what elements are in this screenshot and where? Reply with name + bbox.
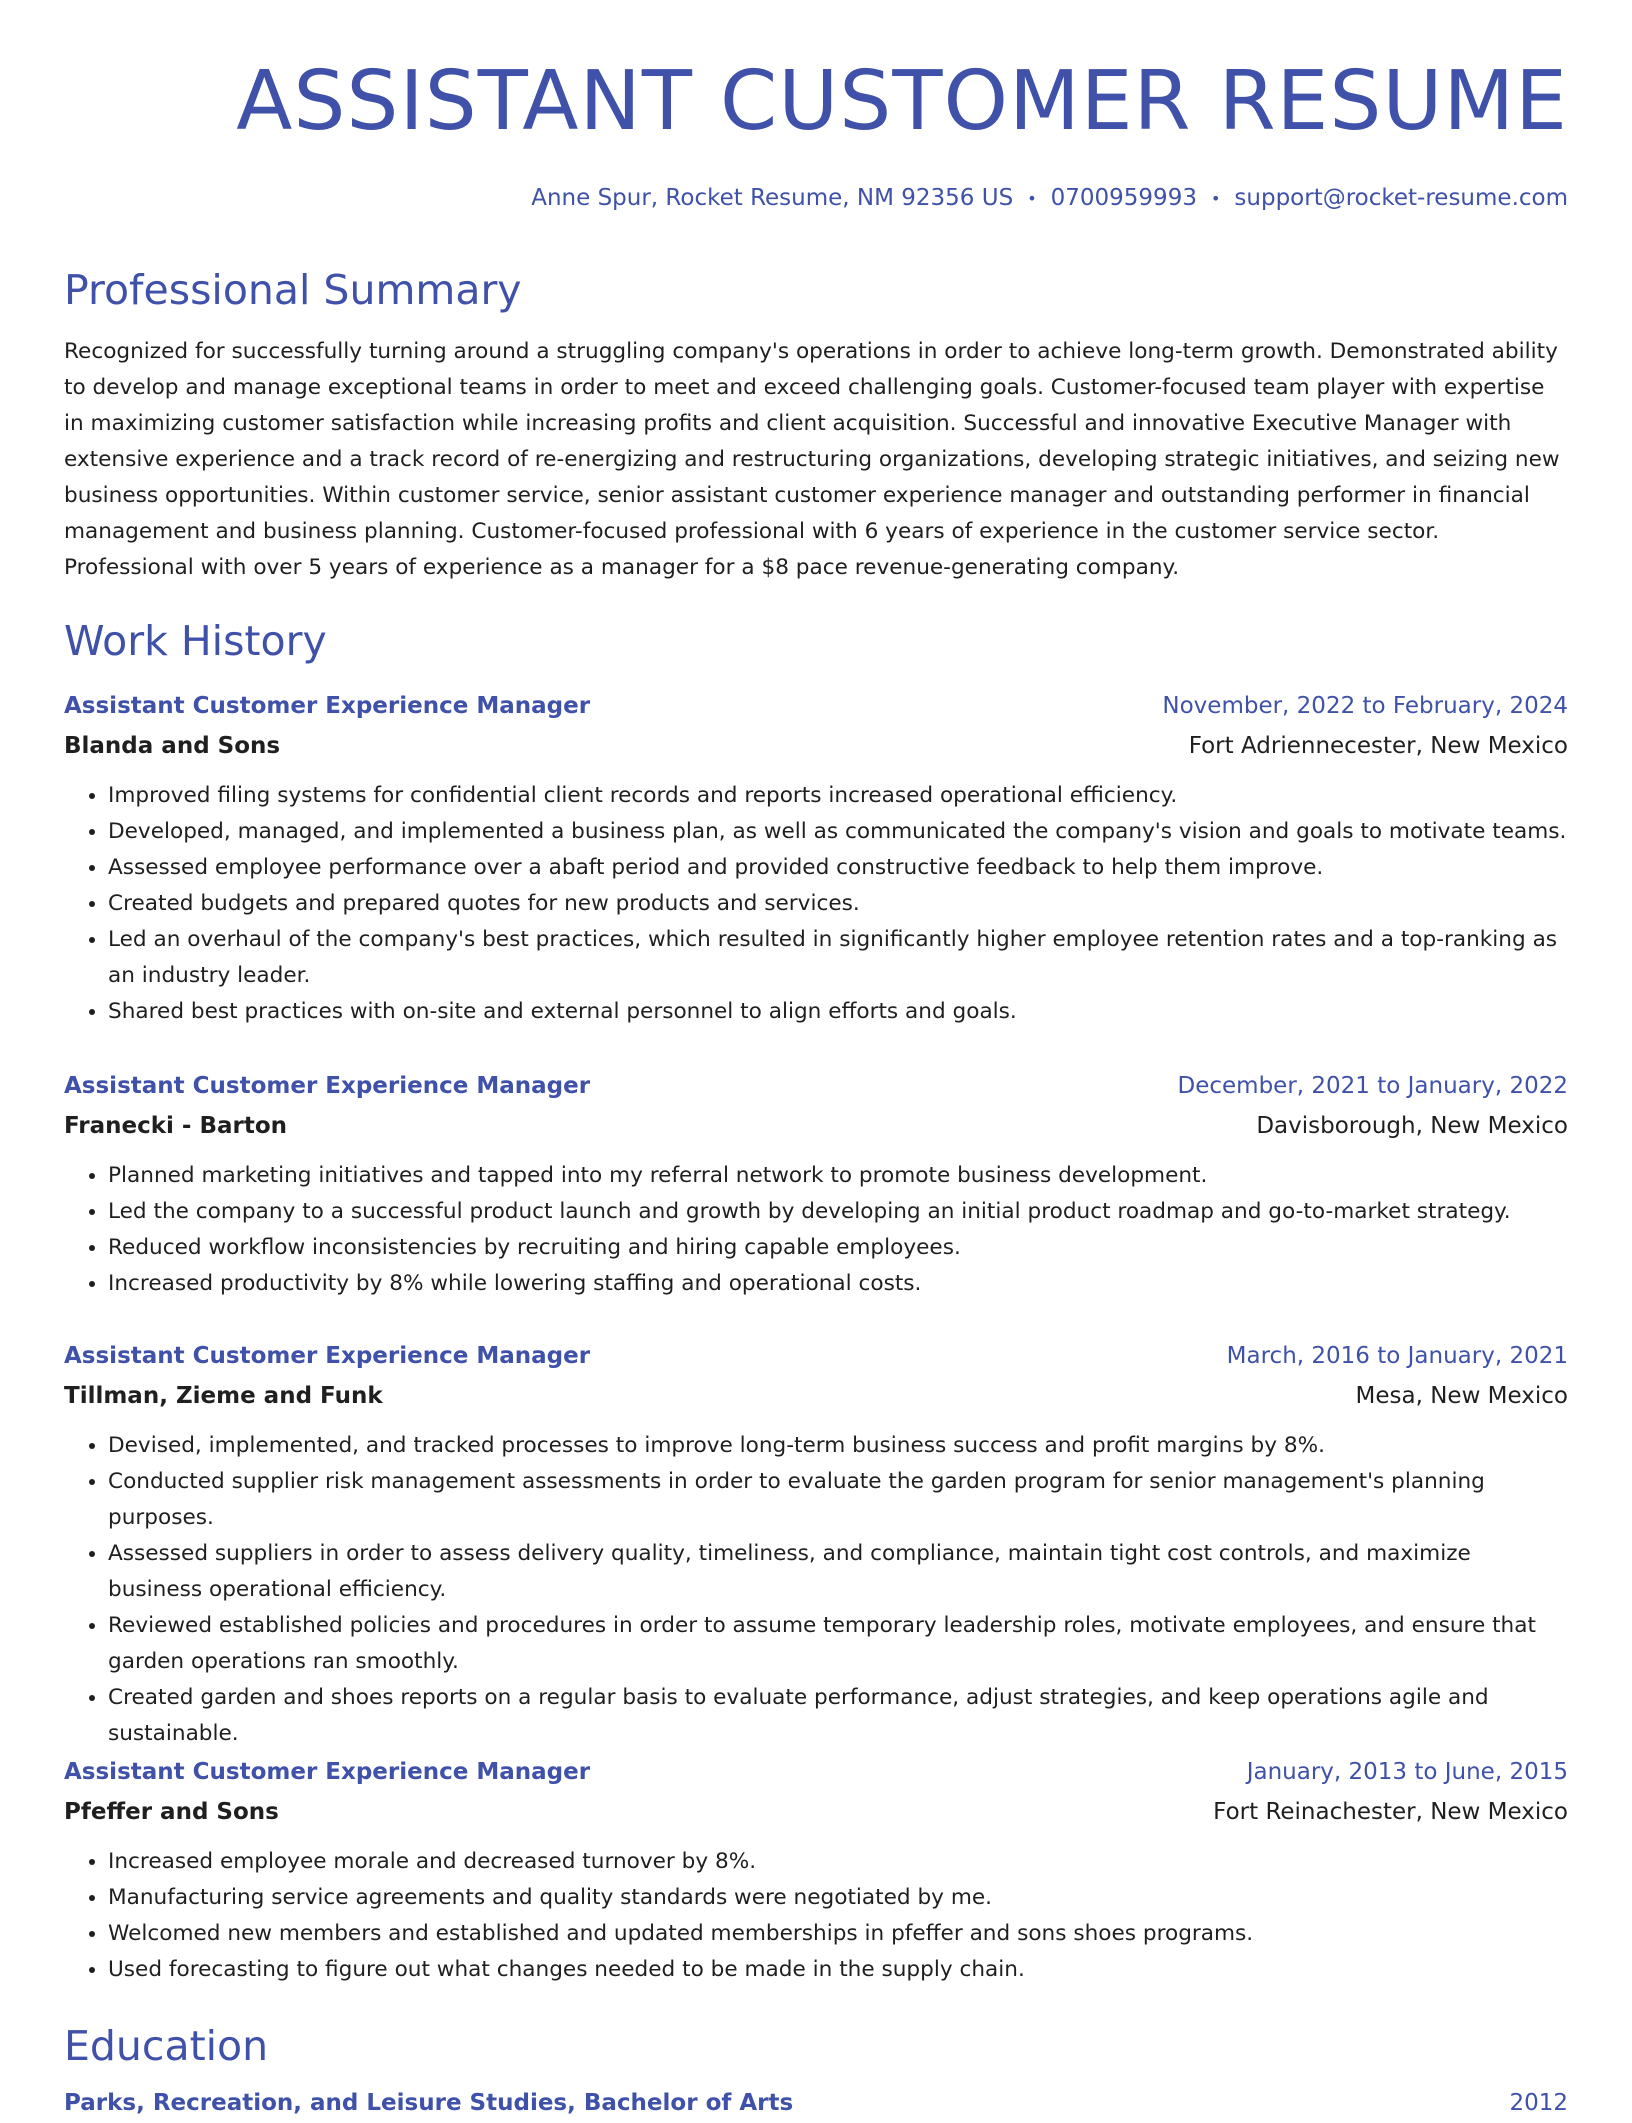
- job-company: Blanda and Sons: [64, 733, 281, 759]
- contact-line: [531, 180, 1568, 217]
- job-bullet: • Increased employee morale and decreased turnover by 8%.: [108, 1844, 1568, 1880]
- job-bullet: • Assessed employee performance over a abaft period and provided constructive feedback to help them improve.: [108, 850, 1568, 886]
- job-bullet: • Increased productivity by 8% while lowering staffing and operational costs.: [108, 1266, 1568, 1302]
- education-heading: Education: [64, 2022, 269, 2070]
- job-title: Assistant Customer Experience Manager: [64, 693, 591, 719]
- education-entry: [64, 2083, 1568, 2123]
- summary-text: Recognized for successfully turning around a struggling company's operations in order to achieve long-term growth. Demonstrated ability to develop and manage exceptional teams in order to meet and exceed challenging goals. Customer-focused team player with expertise in maximizing customer satisfaction while increasing profits and client acquisition. Successful and innovative Executive Manager with extensive experience and a track record of re-energizing and restructuring organizations, developing strategic initiatives, and seizing new business opportunities. Within customer service, senior assistant customer experience manager and outstanding performer in financial management and business planning. Customer-focused professional with 6 years of experience in the customer service sector. Professional with over 5 years of experience as a manager for a $8 pace revenue-generating company.: [64, 339, 1560, 580]
- job-entry: [64, 1752, 1568, 1988]
- education-year: 2012: [1509, 2090, 1568, 2116]
- job-entry: [64, 1336, 1568, 1752]
- contact-separator: •: [1027, 188, 1037, 208]
- job-dates: November, 2022 to February, 2024: [1162, 693, 1568, 719]
- contact-separator: •: [1210, 188, 1221, 208]
- education-degree: Parks, Recreation, and Leisure Studies, Bachelor of Arts: [64, 2090, 794, 2116]
- job-bullet: • Shared best practices with on-site and external personnel to align efforts and goals.: [108, 994, 1568, 1030]
- job-bullets: [64, 778, 1568, 1030]
- summary-heading: Professional Summary: [64, 266, 522, 314]
- job-bullet: • Led the company to a successful product launch and growth by developing an initial product roadmap and go-to-market strategy.: [108, 1194, 1568, 1230]
- job-bullets: [64, 1428, 1568, 1752]
- contact-address: Anne Spur, Rocket Resume, NM 92356 US: [531, 185, 1014, 211]
- job-bullet: • Conducted supplier risk management assessments in order to evaluate the garden program for senior management's planning purposes.: [108, 1464, 1568, 1536]
- job-bullet: • Devised, implemented, and tracked processes to improve long-term business success and profit margins by 8%.: [108, 1428, 1568, 1464]
- job-location: Fort Adriennecester, New Mexico: [1188, 733, 1568, 759]
- job-location: Mesa, New Mexico: [1355, 1383, 1568, 1409]
- job-entry: [64, 686, 1568, 1030]
- job-dates: January, 2013 to June, 2015: [1246, 1759, 1568, 1785]
- job-company: Franecki - Barton: [64, 1113, 288, 1139]
- job-bullet: • Led an overhaul of the company's best practices, which resulted in significantly higher employee retention rates and a top-ranking as an industry leader.: [108, 922, 1568, 994]
- job-title: Assistant Customer Experience Manager: [64, 1073, 591, 1099]
- job-title: Assistant Customer Experience Manager: [64, 1759, 591, 1785]
- work-history-heading: Work History: [64, 617, 327, 665]
- job-bullet: • Manufacturing service agreements and quality standards were negotiated by me.: [108, 1880, 1568, 1916]
- job-title: Assistant Customer Experience Manager: [64, 1343, 591, 1369]
- job-bullet: • Created garden and shoes reports on a regular basis to evaluate performance, adjust strategies, and keep operations agile and sustainable.: [108, 1680, 1568, 1752]
- job-company: Pfeffer and Sons: [64, 1799, 279, 1825]
- job-bullets: [64, 1158, 1568, 1302]
- job-dates: March, 2016 to January, 2021: [1226, 1343, 1568, 1369]
- job-location: Fort Reinachester, New Mexico: [1213, 1799, 1568, 1825]
- job-bullet: • Reviewed established policies and procedures in order to assume temporary leadership roles, motivate employees, and ensure that garden operations ran smoothly.: [108, 1608, 1568, 1680]
- job-bullet: • Developed, managed, and implemented a business plan, as well as communicated the company's vision and goals to motivate teams.: [108, 814, 1568, 850]
- job-dates: December, 2021 to January, 2022: [1177, 1073, 1568, 1099]
- job-bullet: • Assessed suppliers in order to assess delivery quality, timeliness, and compliance, maintain tight cost controls, and maximize business operational efficiency.: [108, 1536, 1568, 1608]
- job-bullet: • Created budgets and prepared quotes for new products and services.: [108, 886, 1568, 922]
- contact-phone: 0700959993: [1050, 185, 1197, 211]
- job-entry: [64, 1066, 1568, 1302]
- job-bullet: • Welcomed new members and established and updated memberships in pfeffer and sons shoes programs.: [108, 1916, 1568, 1952]
- job-bullet: • Reduced workflow inconsistencies by recruiting and hiring capable employees.: [108, 1230, 1568, 1266]
- job-location: Davisborough, New Mexico: [1256, 1113, 1568, 1139]
- resume-title: ASSISTANT CUSTOMER RESUME: [236, 54, 1568, 149]
- job-bullet: • Planned marketing initiatives and tapped into my referral network to promote business development.: [108, 1158, 1568, 1194]
- job-bullet: • Improved filing systems for confidential client records and reports increased operational efficiency.: [108, 778, 1568, 814]
- job-bullets: [64, 1844, 1568, 1988]
- contact-email[interactable]: support@rocket-resume.com: [1234, 185, 1568, 211]
- job-bullet: • Used forecasting to figure out what changes needed to be made in the supply chain.: [108, 1952, 1568, 1988]
- job-company: Tillman, Zieme and Funk: [64, 1383, 383, 1409]
